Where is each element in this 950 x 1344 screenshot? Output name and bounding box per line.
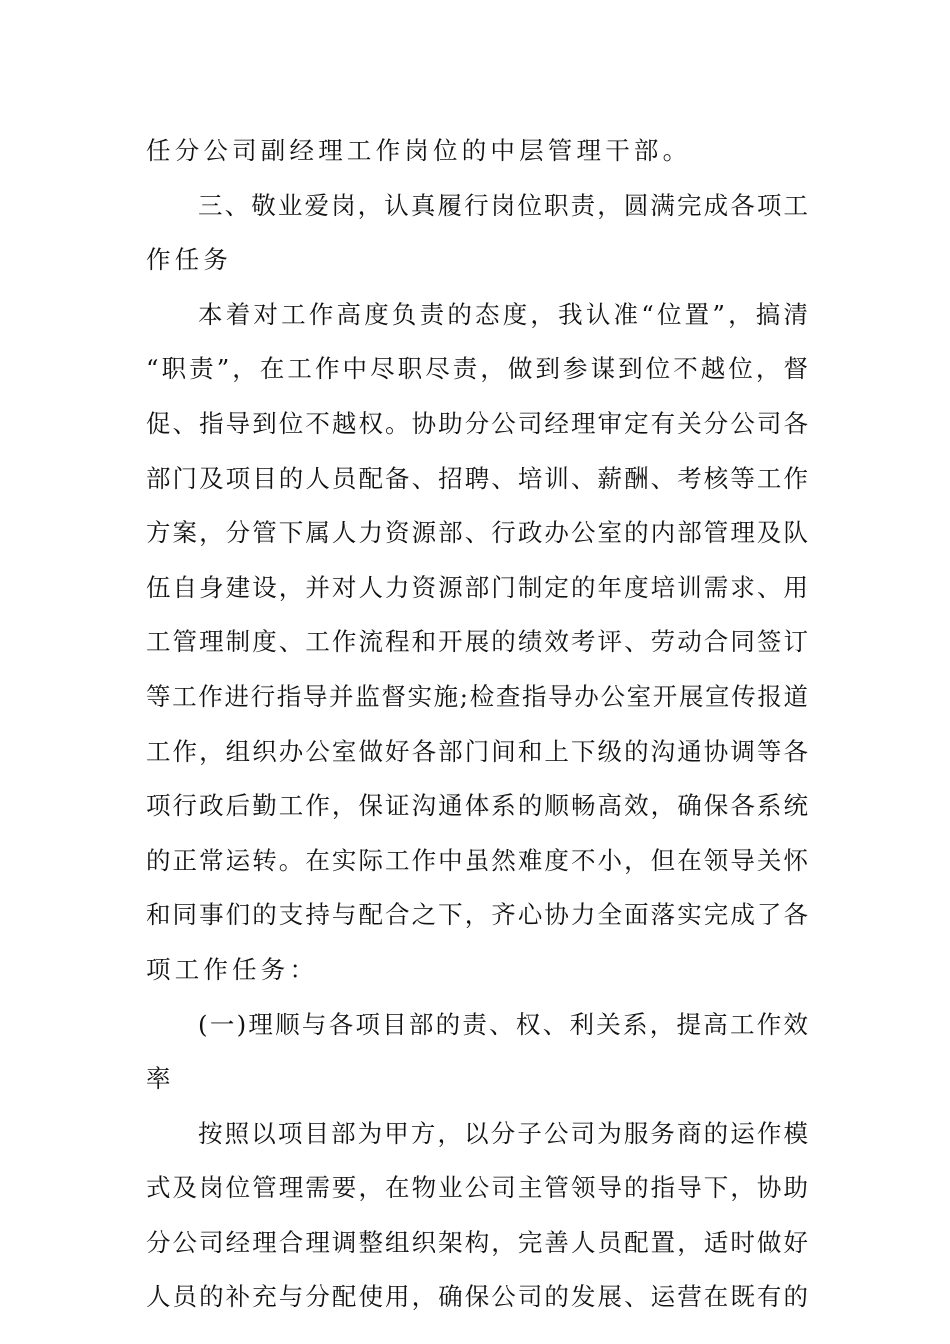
text-line: 人员的补充与分配使用，确保公司的发展、运营在既有的 — [146, 1282, 808, 1312]
text-line: 等工作进行指导并监督实施;检查指导办公室开展宣传报道 — [146, 681, 808, 711]
text-line: 项行政后勤工作，保证沟通体系的顺畅高效，确保各系统 — [146, 791, 808, 821]
text-line: 作任务 — [146, 245, 233, 275]
text-line: 工管理制度、工作流程和开展的绩效考评、劳动合同签订 — [146, 627, 808, 657]
document-body-text — [146, 124, 808, 1325]
text-line: (一)理顺与各项目部的责、权、利关系，提高工作效 — [198, 1009, 808, 1039]
text-line: 方案，分管下属人力资源部、行政办公室的内部管理及队 — [146, 518, 808, 548]
text-line: 伍自身建设，并对人力资源部门制定的年度培训需求、用 — [146, 572, 808, 602]
text-line: 工作，组织办公室做好各部门间和上下级的沟通协调等各 — [146, 736, 808, 766]
text-line: 本着对工作高度负责的态度，我认准“位置”，搞清 — [198, 299, 808, 329]
text-line: 项工作任务： — [146, 954, 319, 984]
text-line: 率 — [146, 1064, 175, 1094]
text-line: 按照以项目部为甲方，以分子公司为服务商的运作模 — [198, 1118, 808, 1148]
text-line: 部门及项目的人员配备、招聘、培训、薪酬、考核等工作 — [146, 463, 808, 493]
text-line: 式及岗位管理需要，在物业公司主管领导的指导下，协助 — [146, 1173, 808, 1203]
text-line: 的正常运转。在实际工作中虽然难度不小，但在领导关怀 — [146, 845, 808, 875]
text-line: “职责”，在工作中尽职尽责，做到参谋到位不越位，督 — [146, 354, 808, 384]
text-line: 促、指导到位不越权。协助分公司经理审定有关分公司各 — [146, 408, 808, 438]
text-line: 和同事们的支持与配合之下，齐心协力全面落实完成了各 — [146, 900, 808, 930]
text-line: 三、敬业爱岗，认真履行岗位职责，圆满完成各项工 — [198, 190, 808, 220]
text-line: 任分公司副经理工作岗位的中层管理干部。 — [146, 136, 692, 165]
text-line: 分公司经理合理调整组织架构，完善人员配置，适时做好 — [146, 1227, 808, 1257]
